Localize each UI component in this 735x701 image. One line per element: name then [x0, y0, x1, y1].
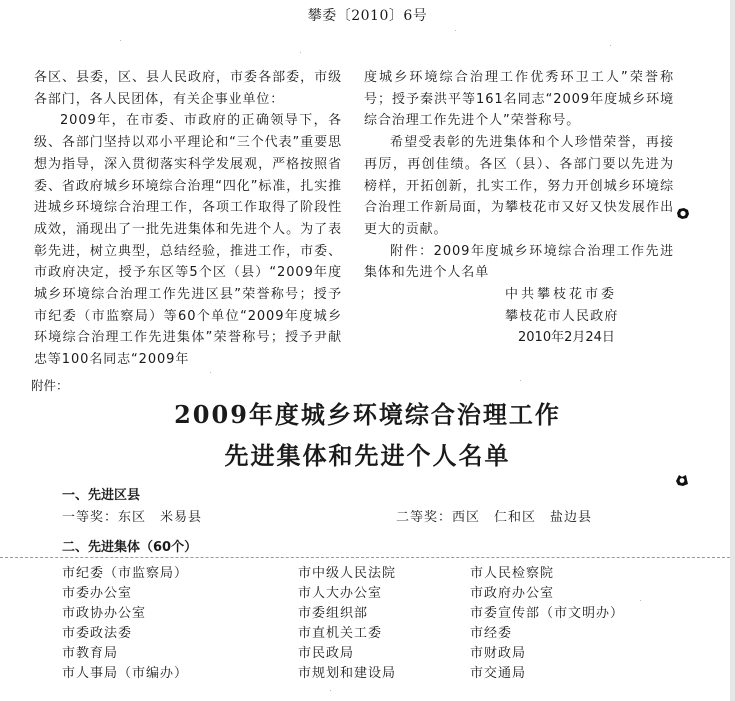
scan-edge	[730, 0, 735, 701]
notice-right-column	[364, 67, 674, 357]
scan-fold-line	[0, 557, 730, 558]
signature-government: 攀枝花市人民政府	[505, 308, 619, 324]
award-item: 米易县	[160, 510, 203, 525]
second-prize-label: 二等奖：	[396, 510, 453, 525]
signature-date: 2010年2月24日	[518, 330, 615, 346]
notice-paragraph: 2009年，在市委、市政府的正确领导下，各级、各部门坚持以邓小平理论和“三个代表”重要思想为指导，深入贯彻落实科学发展观，严格按照省委、省政府城乡环境综合治理“四化”标准，扎实推进城乡环境综合治理工作，各项工作取得了阶段性成效，涌现出了一批先进集体和先进个人。为了表彰先进，树立典型，总结经验，推进工作，市委、市政府决定，授予东区等5个区（县）“2009年度城乡环境综合治理工作先进区县”荣誉称号；授予市纪委（市监察局）等60个单位“2009年度城乡环境综合治理工作先进集体”荣誉称号；授予尹献忠等100名同志“2009年	[34, 113, 342, 367]
award-item: 西区	[452, 510, 481, 525]
collective-item: 市委办公室	[62, 586, 133, 601]
collective-item: 市人事局（市编办）	[62, 666, 189, 681]
attachment-title-line2: 先进集体和先进个人名单	[224, 441, 511, 470]
collective-item: 市委组织部	[298, 606, 369, 621]
section-heading-advanced-collectives: 二、先进集体（60个）	[62, 540, 198, 555]
signature-party-committee: 中共攀枝花市委	[505, 287, 618, 303]
collective-item: 市政府办公室	[470, 586, 555, 601]
document-number: 攀委〔2010〕6号	[307, 8, 428, 24]
collective-item: 市交通局	[470, 666, 527, 681]
collective-item: 市经委	[470, 626, 513, 641]
collective-item: 市委政法委	[62, 626, 133, 641]
collective-item: 市人民检察院	[470, 566, 555, 581]
first-prize-line	[62, 510, 202, 526]
first-prize-label: 一等奖：	[62, 510, 119, 525]
binding-hole-mark	[675, 474, 689, 487]
collective-item: 市民政局	[298, 646, 355, 661]
attachment-title-line1: 2009年度城乡环境综合治理工作	[174, 400, 561, 429]
award-item: 东区	[118, 510, 147, 525]
second-prize-line	[396, 510, 592, 526]
binding-hole-mark	[676, 207, 690, 220]
salutation: 各区、县委，区、县人民政府，市委各部委，市级各部门，各人民团体，有关企事业单位：	[34, 70, 342, 107]
collective-item: 市纪委（市监察局）	[62, 566, 189, 581]
collective-item: 市政协办公室	[62, 606, 147, 621]
award-item: 盐边县	[550, 510, 593, 525]
collective-item: 市直机关工委	[298, 626, 383, 641]
notice-paragraph: 希望受表彰的先进集体和个人珍惜荣誉，再接再厉，再创佳绩。各区（县）、各部门要以先进为榜样，开拓创新，扎实工作，努力开创城乡环境综合治理工作新局面，为攀枝花市又好又快发展作出更大的贡献。	[364, 135, 674, 237]
attachment-reference: 附件：2009年度城乡环境综合治理工作先进集体和先进个人名单	[364, 243, 674, 281]
notice-paragraph-continued: 度城乡环境综合治理工作优秀环卫工人”荣誉称号；授予秦洪平等161名同志“2009年度城乡环境综合治理工作先进个人”荣誉称号。	[364, 70, 674, 129]
award-item: 仁和区	[494, 510, 537, 525]
collective-item: 市教育局	[62, 646, 119, 661]
collective-item: 市规划和建设局	[298, 666, 397, 681]
section-heading-advanced-districts: 一、先进区县	[62, 488, 141, 503]
collective-item: 市人大办公室	[298, 586, 383, 601]
attachment-label: 附件：	[31, 378, 69, 393]
collective-item: 市中级人民法院	[298, 566, 397, 581]
collective-item: 市财政局	[470, 646, 527, 661]
notice-left-column	[34, 67, 342, 367]
collective-item: 市委宣传部（市文明办）	[470, 606, 625, 621]
